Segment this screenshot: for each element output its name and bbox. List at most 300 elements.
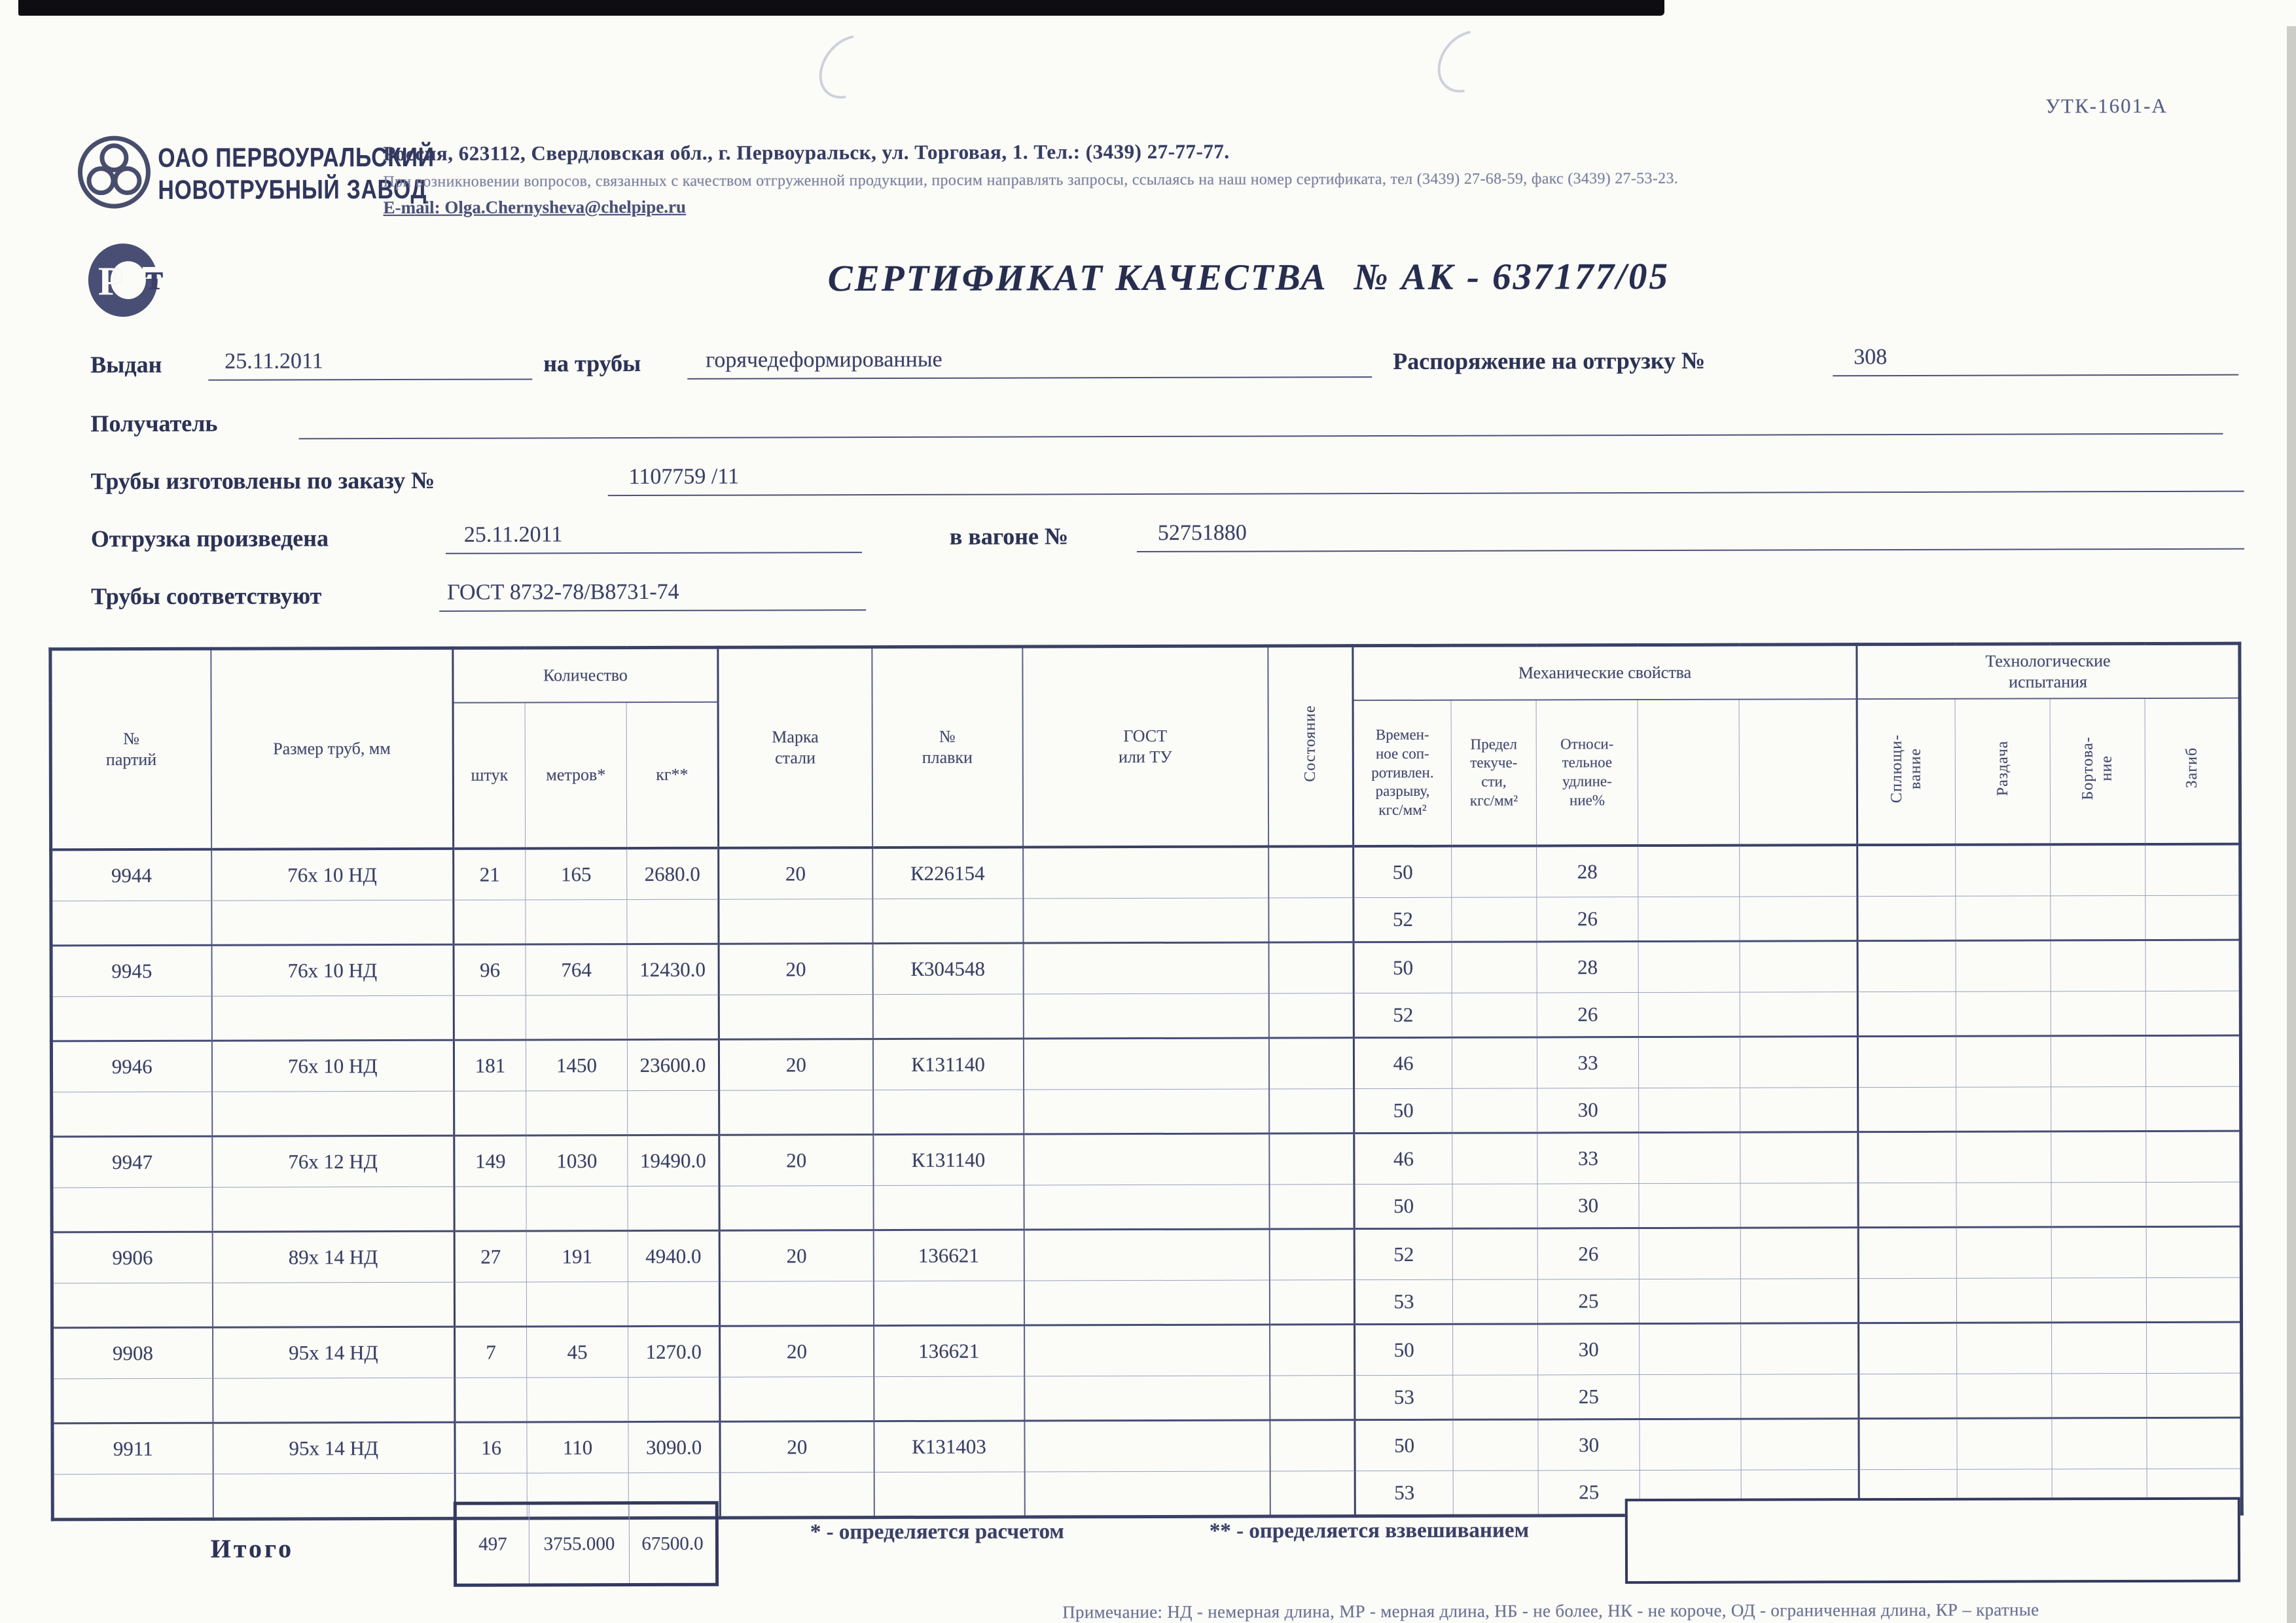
table-cell-t2 bbox=[1956, 1036, 2051, 1087]
col-header-empty-1 bbox=[1638, 700, 1740, 846]
table-cell-size bbox=[212, 1282, 454, 1327]
table-cell-tensile: 50 bbox=[1354, 942, 1452, 993]
table-cell-kg bbox=[628, 1186, 719, 1230]
table-cell-t4 bbox=[2145, 844, 2240, 896]
table-cell-yield bbox=[1452, 846, 1537, 897]
table-sub-row bbox=[52, 1277, 2241, 1328]
table-cell-pcs: 149 bbox=[454, 1135, 526, 1186]
table-cell-t4 bbox=[2146, 1131, 2241, 1182]
table-cell-tensile: 50 bbox=[1354, 846, 1452, 898]
shipped-label: Отгрузка произведена bbox=[90, 525, 329, 552]
table-cell-gost bbox=[1023, 847, 1268, 899]
table-cell-party bbox=[52, 1187, 212, 1232]
table-cell-party bbox=[51, 901, 211, 946]
col-header-elongation: Относи- тельное удлине- ние% bbox=[1536, 700, 1638, 846]
table-cell-m1 bbox=[1639, 1088, 1740, 1132]
pipes-label: на трубы bbox=[543, 350, 641, 377]
table-cell-m1 bbox=[1640, 1323, 1741, 1374]
table-row bbox=[52, 1418, 2242, 1474]
col-header-expansion: Раздача bbox=[1955, 698, 2051, 844]
table-cell-yield bbox=[1452, 1133, 1537, 1184]
table-cell-kg: 12430.0 bbox=[627, 944, 719, 995]
abbreviations-note: Примечание: НД - немерная длина, МР - мерная длина, НБ - не более, НК - не короче, ОД - ограниченная длина, КР – кратные bbox=[1062, 1599, 2039, 1622]
table-cell-gost bbox=[1024, 1325, 1270, 1376]
table-cell-t3 bbox=[2051, 1132, 2146, 1183]
table-cell-t2 bbox=[1956, 991, 2051, 1036]
table-cell-size: 95х 14 НД bbox=[213, 1422, 455, 1474]
table-cell-t2 bbox=[1957, 1374, 2052, 1418]
table-cell-t2 bbox=[1956, 896, 2051, 940]
table-cell-state bbox=[1270, 1376, 1355, 1420]
table-cell-m2 bbox=[1740, 897, 1857, 941]
table-cell-elong: 30 bbox=[1537, 1088, 1639, 1133]
table-row bbox=[51, 1035, 2240, 1092]
table-cell-party bbox=[51, 996, 211, 1041]
table-cell-melt bbox=[873, 1090, 1024, 1135]
table-cell-gost bbox=[1024, 1229, 1269, 1281]
totals-label: Итого bbox=[210, 1533, 295, 1563]
empty-stamp-box bbox=[1625, 1497, 2240, 1584]
table-cell-elong: 33 bbox=[1537, 1133, 1639, 1184]
table-cell-yield bbox=[1452, 1228, 1537, 1279]
table-cell-t3 bbox=[2051, 991, 2145, 1036]
table-cell-m: 1030 bbox=[526, 1135, 628, 1186]
table-cell-gost bbox=[1023, 898, 1268, 943]
table-cell-m2 bbox=[1741, 1323, 1859, 1374]
table-cell-elong: 25 bbox=[1537, 1279, 1639, 1324]
table-cell-gost bbox=[1024, 1376, 1270, 1421]
table-cell-size bbox=[212, 1186, 454, 1232]
table-cell-elong: 33 bbox=[1537, 1037, 1638, 1088]
col-header-size: Размер труб, мм bbox=[211, 648, 454, 849]
footnote-double-star: ** - определяется взвешиванием bbox=[1209, 1518, 1530, 1543]
table-cell-size bbox=[213, 1378, 455, 1423]
table-cell-t1 bbox=[1859, 1418, 1957, 1469]
col-header-gost: ГОСТ или ТУ bbox=[1022, 646, 1268, 847]
table-cell-party: 9945 bbox=[51, 945, 211, 997]
table-cell-party: 9906 bbox=[52, 1232, 212, 1283]
table-cell-melt: К131403 bbox=[874, 1421, 1024, 1472]
table-cell-yield bbox=[1452, 1037, 1537, 1088]
table-cell-t1 bbox=[1859, 1374, 1957, 1418]
col-header-steel-grade: Марка стали bbox=[718, 647, 872, 848]
table-cell-yield bbox=[1452, 1184, 1537, 1228]
table-cell-size: 76х 10 НД bbox=[211, 1040, 454, 1092]
wagon-field: 52751880 bbox=[1137, 518, 2244, 552]
table-cell-elong: 28 bbox=[1537, 846, 1638, 897]
table-cell-pcs bbox=[454, 1091, 526, 1135]
table-cell-t4 bbox=[2146, 1086, 2241, 1131]
company-name-line2: НОВОТРУБНЫЙ ЗАВОД bbox=[158, 173, 427, 205]
table-cell-m bbox=[526, 900, 627, 944]
table-cell-tensile: 50 bbox=[1355, 1419, 1453, 1471]
table-cell-t1 bbox=[1857, 896, 1956, 940]
table-cell-t3 bbox=[2052, 1374, 2147, 1418]
table-cell-yield bbox=[1453, 1375, 1538, 1419]
table-cell-t4 bbox=[2146, 1226, 2241, 1277]
table-cell-t1 bbox=[1857, 991, 1956, 1036]
table-cell-m1 bbox=[1639, 1183, 1740, 1228]
table-cell-steel bbox=[719, 995, 872, 1040]
table-cell-m2 bbox=[1740, 1279, 1858, 1323]
table-cell-state bbox=[1270, 1325, 1355, 1376]
table-cell-state bbox=[1270, 1471, 1355, 1516]
table-cell-yield bbox=[1453, 1324, 1538, 1375]
col-header-flattening: Сплющи- вание bbox=[1857, 699, 1956, 845]
table-cell-yield bbox=[1452, 993, 1537, 1037]
table-cell-state bbox=[1269, 1185, 1354, 1229]
table-cell-kg bbox=[627, 899, 719, 944]
company-name-line1: ОАО ПЕРВОУРАЛЬСКИЙ bbox=[158, 141, 435, 173]
table-cell-steel: 20 bbox=[720, 1326, 874, 1378]
table-cell-tensile: 52 bbox=[1354, 993, 1452, 1037]
table-cell-m: 165 bbox=[526, 848, 627, 900]
table-cell-m bbox=[526, 1186, 628, 1231]
table-cell-elong: 25 bbox=[1538, 1375, 1640, 1419]
table-row bbox=[52, 1131, 2241, 1188]
made-by-order-label: Трубы изготовлены по заказу № bbox=[90, 467, 435, 495]
table-cell-t2 bbox=[1956, 1132, 2051, 1183]
table-cell-steel: 20 bbox=[719, 944, 872, 995]
table-cell-t3 bbox=[2051, 896, 2145, 940]
table-cell-tensile: 52 bbox=[1354, 1228, 1452, 1279]
col-header-bend: Загиб bbox=[2145, 698, 2240, 844]
totals-kg: 67500.0 bbox=[641, 1533, 704, 1554]
col-header-meters: метров* bbox=[525, 702, 627, 848]
table-cell-m2 bbox=[1740, 1037, 1857, 1088]
table-cell-size bbox=[211, 995, 454, 1041]
table-cell-pcs: 27 bbox=[454, 1231, 526, 1282]
table-cell-state bbox=[1268, 942, 1354, 993]
table-cell-t4 bbox=[2145, 1035, 2240, 1086]
table-cell-t4 bbox=[2147, 1373, 2242, 1418]
table-cell-steel bbox=[720, 1472, 874, 1518]
table-cell-pcs: 16 bbox=[455, 1422, 527, 1473]
table-cell-steel: 20 bbox=[720, 1421, 874, 1473]
table-cell-m1 bbox=[1638, 846, 1740, 897]
table-cell-pcs bbox=[454, 900, 526, 944]
receiver-field bbox=[298, 403, 2223, 440]
table-cell-m: 45 bbox=[527, 1327, 628, 1378]
table-cell-m1 bbox=[1639, 1279, 1740, 1323]
col-group-mechanical: Механические свойства bbox=[1353, 645, 1857, 701]
table-row bbox=[51, 940, 2240, 997]
table-cell-t1 bbox=[1857, 845, 1956, 897]
table-cell-kg: 4940.0 bbox=[628, 1230, 719, 1281]
table-cell-size bbox=[211, 900, 454, 945]
table-cell-state bbox=[1268, 993, 1354, 1038]
table-cell-yield bbox=[1452, 897, 1537, 942]
table-cell-tensile: 50 bbox=[1354, 1184, 1452, 1228]
table-cell-m2 bbox=[1740, 845, 1857, 897]
table-cell-m1 bbox=[1639, 1132, 1740, 1183]
table-cell-tensile: 50 bbox=[1355, 1324, 1453, 1375]
table-cell-pcs bbox=[454, 1282, 526, 1327]
table-cell-t2 bbox=[1956, 1087, 2051, 1132]
table-cell-t3 bbox=[2051, 1183, 2146, 1227]
table-cell-kg bbox=[628, 1281, 719, 1326]
table-cell-t4 bbox=[2147, 1418, 2242, 1469]
table-cell-tensile: 53 bbox=[1354, 1279, 1452, 1324]
table-cell-yield bbox=[1452, 1279, 1537, 1324]
table-cell-melt bbox=[872, 994, 1023, 1039]
table-cell-t1 bbox=[1857, 940, 1956, 991]
table-cell-elong: 26 bbox=[1537, 1228, 1639, 1279]
table-cell-steel bbox=[719, 1090, 873, 1135]
table-cell-m: 1450 bbox=[526, 1040, 627, 1091]
table-cell-m bbox=[527, 1378, 628, 1422]
table-cell-m2 bbox=[1740, 1228, 1858, 1279]
table-cell-yield bbox=[1452, 942, 1537, 993]
table-cell-m2 bbox=[1740, 941, 1857, 992]
table-cell-t2 bbox=[1957, 1418, 2052, 1469]
ship-order-label: Распоряжение на отгрузку № bbox=[1393, 347, 1706, 375]
table-cell-t4 bbox=[2145, 895, 2240, 940]
table-cell-pcs: 181 bbox=[454, 1040, 526, 1091]
table-row bbox=[51, 844, 2240, 901]
table-cell-yield bbox=[1453, 1471, 1538, 1516]
col-header-tensile: Времен- ное соп- ротивлен. разрыву, кгс/мм² bbox=[1353, 700, 1452, 846]
table-cell-m2 bbox=[1741, 1419, 1859, 1470]
wagon-label: в вагоне № bbox=[949, 523, 1069, 550]
table-cell-party bbox=[52, 1283, 212, 1328]
col-header-melt-number: № плавки bbox=[872, 647, 1023, 847]
table-cell-m: 764 bbox=[526, 944, 627, 995]
table-cell-steel: 20 bbox=[719, 847, 872, 899]
certificate-table bbox=[48, 642, 2244, 1522]
table-cell-state bbox=[1269, 1280, 1354, 1325]
certificate-number: № АК - 637177/05 bbox=[1354, 255, 1670, 298]
standard-field: ГОСТ 8732-78/В8731-74 bbox=[439, 579, 866, 612]
table-cell-steel bbox=[720, 1377, 874, 1422]
table-cell-tensile: 46 bbox=[1354, 1037, 1452, 1088]
col-header-kg: кг** bbox=[626, 702, 719, 848]
table-cell-size: 76х 12 НД bbox=[212, 1135, 454, 1187]
table-cell-steel: 20 bbox=[719, 1039, 872, 1091]
table-cell-pcs: 96 bbox=[454, 944, 526, 995]
table-cell-pcs bbox=[454, 1186, 526, 1231]
table-cell-steel: 20 bbox=[719, 1135, 873, 1186]
table-cell-t4 bbox=[2146, 1277, 2241, 1322]
table-cell-m bbox=[526, 1282, 628, 1327]
receiver-label: Получатель bbox=[90, 410, 218, 437]
table-cell-m1 bbox=[1638, 941, 1740, 992]
table-cell-m bbox=[526, 995, 627, 1040]
svg-text:Р: Р bbox=[98, 259, 123, 304]
table-cell-tensile: 46 bbox=[1354, 1133, 1452, 1184]
table-cell-t3 bbox=[2051, 1278, 2146, 1323]
table-cell-elong: 30 bbox=[1538, 1419, 1640, 1471]
table-cell-size: 76х 10 НД bbox=[211, 849, 454, 901]
table-cell-m2 bbox=[1740, 992, 1857, 1037]
table-cell-tensile: 52 bbox=[1354, 897, 1452, 942]
issued-label: Выдан bbox=[90, 351, 162, 378]
table-cell-m1 bbox=[1638, 992, 1740, 1037]
table-cell-t3 bbox=[2052, 1418, 2147, 1469]
col-header-pieces: штук bbox=[453, 702, 526, 848]
table-cell-melt: К304548 bbox=[872, 943, 1023, 995]
table-cell-t2 bbox=[1956, 940, 2051, 991]
table-body bbox=[51, 844, 2242, 1520]
table-cell-kg: 19490.0 bbox=[628, 1135, 719, 1186]
table-cell-elong: 25 bbox=[1538, 1471, 1640, 1516]
table-cell-t4 bbox=[2145, 991, 2240, 1035]
table-cell-party: 9911 bbox=[52, 1423, 213, 1474]
table-cell-m1 bbox=[1638, 897, 1740, 941]
table-cell-melt bbox=[873, 1281, 1024, 1326]
col-header-state: Состояние bbox=[1268, 646, 1354, 847]
table-cell-steel bbox=[719, 899, 872, 944]
table-cell-kg bbox=[627, 995, 719, 1039]
totals-meters: 3755.000 bbox=[529, 1505, 630, 1583]
table-cell-party: 9908 bbox=[52, 1327, 213, 1379]
table-cell-t2 bbox=[1956, 1227, 2051, 1278]
table-cell-gost bbox=[1024, 1280, 1269, 1325]
footnote-star: * - определяется расчетом bbox=[810, 1520, 1064, 1544]
table-cell-party: 9946 bbox=[51, 1041, 211, 1092]
contact-block bbox=[383, 137, 2268, 219]
table-cell-m1 bbox=[1638, 1037, 1740, 1088]
table-cell-m1 bbox=[1640, 1419, 1741, 1470]
shipped-date-field: 25.11.2011 bbox=[446, 522, 862, 554]
pipes-logo-icon bbox=[75, 134, 152, 214]
table-cell-t4 bbox=[2145, 940, 2240, 991]
table-cell-elong: 26 bbox=[1537, 897, 1638, 942]
table-cell-steel bbox=[719, 1186, 873, 1231]
table-cell-t3 bbox=[2051, 1227, 2146, 1278]
table-cell-party: 9947 bbox=[52, 1136, 212, 1188]
table-cell-party: 9944 bbox=[51, 849, 211, 901]
table-cell-elong: 30 bbox=[1538, 1324, 1640, 1375]
table-cell-gost bbox=[1023, 942, 1268, 994]
rst-conformity-mark-icon bbox=[82, 233, 182, 329]
table-cell-t1 bbox=[1858, 1227, 1956, 1278]
issued-date-field: 25.11.2011 bbox=[208, 348, 532, 380]
standard-label: Трубы соответствуют bbox=[91, 582, 322, 610]
table-cell-gost bbox=[1024, 1185, 1269, 1230]
table-cell-melt: К226154 bbox=[872, 847, 1023, 899]
col-group-quantity: Количество bbox=[453, 647, 718, 703]
table-cell-m1 bbox=[1639, 1228, 1740, 1279]
certificate-title: СЕРТИФИКАТ КАЧЕСТВА bbox=[827, 257, 1328, 300]
table-cell-pcs: 7 bbox=[455, 1327, 527, 1378]
table-sub-row bbox=[52, 1373, 2242, 1423]
col-header-party: № партий bbox=[50, 649, 211, 849]
table-cell-melt bbox=[872, 899, 1023, 944]
table-sub-row bbox=[51, 895, 2240, 946]
table-cell-pcs: 21 bbox=[454, 848, 526, 900]
form-code: УТК-1601-А bbox=[2045, 94, 2168, 118]
table-cell-melt: К131140 bbox=[873, 1134, 1024, 1186]
table-cell-m2 bbox=[1741, 1374, 1859, 1419]
table-cell-yield bbox=[1453, 1419, 1538, 1471]
table-cell-state bbox=[1269, 1089, 1354, 1133]
table-cell-melt bbox=[874, 1472, 1024, 1518]
table-cell-gost bbox=[1024, 1471, 1270, 1517]
ship-order-field: 308 bbox=[1833, 344, 2238, 377]
address-line: Россия, 623112, Свердловская обл., г. Первоуральск, ул. Торговая, 1. Тел.: (3439) 27-77-77. bbox=[383, 139, 1230, 166]
table-cell-kg: 1270.0 bbox=[628, 1326, 720, 1377]
table-cell-state bbox=[1269, 1133, 1354, 1185]
table-cell-elong: 28 bbox=[1537, 942, 1638, 993]
table-cell-gost bbox=[1024, 1133, 1269, 1185]
table-cell-t3 bbox=[2051, 940, 2145, 991]
table-cell-t2 bbox=[1956, 1278, 2051, 1323]
table-cell-gost bbox=[1023, 993, 1268, 1039]
table-cell-state bbox=[1268, 1038, 1354, 1089]
table-cell-elong: 26 bbox=[1537, 993, 1638, 1037]
table-cell-gost bbox=[1023, 1038, 1268, 1090]
table-cell-kg: 23600.0 bbox=[627, 1039, 719, 1090]
email-link[interactable]: E-mail: Olga.Chernysheva@chelpipe.ru bbox=[383, 196, 686, 218]
totals-pieces: 497 bbox=[457, 1505, 529, 1583]
table-sub-row bbox=[51, 991, 2240, 1041]
table-cell-m2 bbox=[1740, 1183, 1858, 1228]
table-cell-t1 bbox=[1858, 1087, 1956, 1132]
table-cell-kg bbox=[628, 1377, 720, 1421]
table-cell-steel: 20 bbox=[719, 1230, 873, 1282]
totals-box bbox=[454, 1501, 719, 1587]
table-cell-m bbox=[526, 1091, 628, 1135]
table-cell-m: 191 bbox=[526, 1231, 628, 1282]
table-cell-t3 bbox=[2051, 1087, 2146, 1132]
table-cell-gost bbox=[1024, 1089, 1269, 1134]
pipes-type-field: горячедеформированные bbox=[687, 346, 1372, 380]
table-cell-m: 110 bbox=[527, 1422, 628, 1473]
table-cell-t2 bbox=[1956, 844, 2051, 896]
table-cell-size: 89х 14 НД bbox=[212, 1231, 454, 1283]
table-row bbox=[52, 1226, 2241, 1283]
table-cell-t1 bbox=[1859, 1323, 1957, 1374]
table-cell-tensile: 50 bbox=[1354, 1088, 1452, 1133]
col-header-yield: Предел текуче- сти, кгс/мм² bbox=[1451, 700, 1537, 846]
table-cell-t1 bbox=[1858, 1183, 1956, 1227]
table-cell-t1 bbox=[1858, 1278, 1956, 1323]
info-line: При возникновении вопросов, связанных с качеством отгруженной продукции, просим направлять запросы, ссылаясь на наш номер сертификата, тел (3439) 27-68-59, факс (3439) 27-53-23. bbox=[383, 169, 1679, 191]
table-cell-elong: 30 bbox=[1537, 1184, 1639, 1228]
table-row bbox=[52, 1322, 2242, 1379]
col-header-empty-2 bbox=[1739, 699, 1857, 845]
svg-text:т: т bbox=[145, 257, 164, 298]
table-cell-pcs bbox=[455, 1378, 527, 1422]
certificate-title-row bbox=[692, 255, 1805, 300]
table-cell-t3 bbox=[2052, 1323, 2147, 1374]
table-cell-t1 bbox=[1858, 1132, 1956, 1183]
table-cell-melt: 136621 bbox=[874, 1325, 1024, 1377]
table-cell-t3 bbox=[2051, 844, 2145, 896]
table-cell-state bbox=[1269, 1229, 1354, 1280]
table-cell-t4 bbox=[2146, 1182, 2241, 1226]
table-cell-melt bbox=[873, 1185, 1024, 1230]
table-cell-state bbox=[1268, 898, 1354, 942]
table-cell-t2 bbox=[1956, 1183, 2051, 1227]
table-cell-tensile: 53 bbox=[1355, 1471, 1453, 1516]
table-cell-t3 bbox=[2051, 1036, 2145, 1087]
table-sub-row bbox=[52, 1182, 2241, 1232]
table-cell-size: 76х 10 НД bbox=[211, 944, 454, 996]
table-cell-kg: 3090.0 bbox=[628, 1421, 720, 1472]
table-cell-kg: 2680.0 bbox=[627, 848, 719, 900]
table-cell-kg bbox=[628, 1090, 719, 1135]
table-cell-m1 bbox=[1640, 1374, 1741, 1419]
table-header bbox=[50, 643, 2240, 849]
table-cell-steel bbox=[719, 1281, 873, 1327]
table-cell-melt: 136621 bbox=[873, 1230, 1024, 1281]
table-cell-melt: К131140 bbox=[872, 1039, 1023, 1090]
table-cell-yield bbox=[1452, 1088, 1537, 1133]
col-header-flanging: Бортова- ние bbox=[2050, 698, 2145, 844]
table-cell-m2 bbox=[1740, 1088, 1858, 1132]
